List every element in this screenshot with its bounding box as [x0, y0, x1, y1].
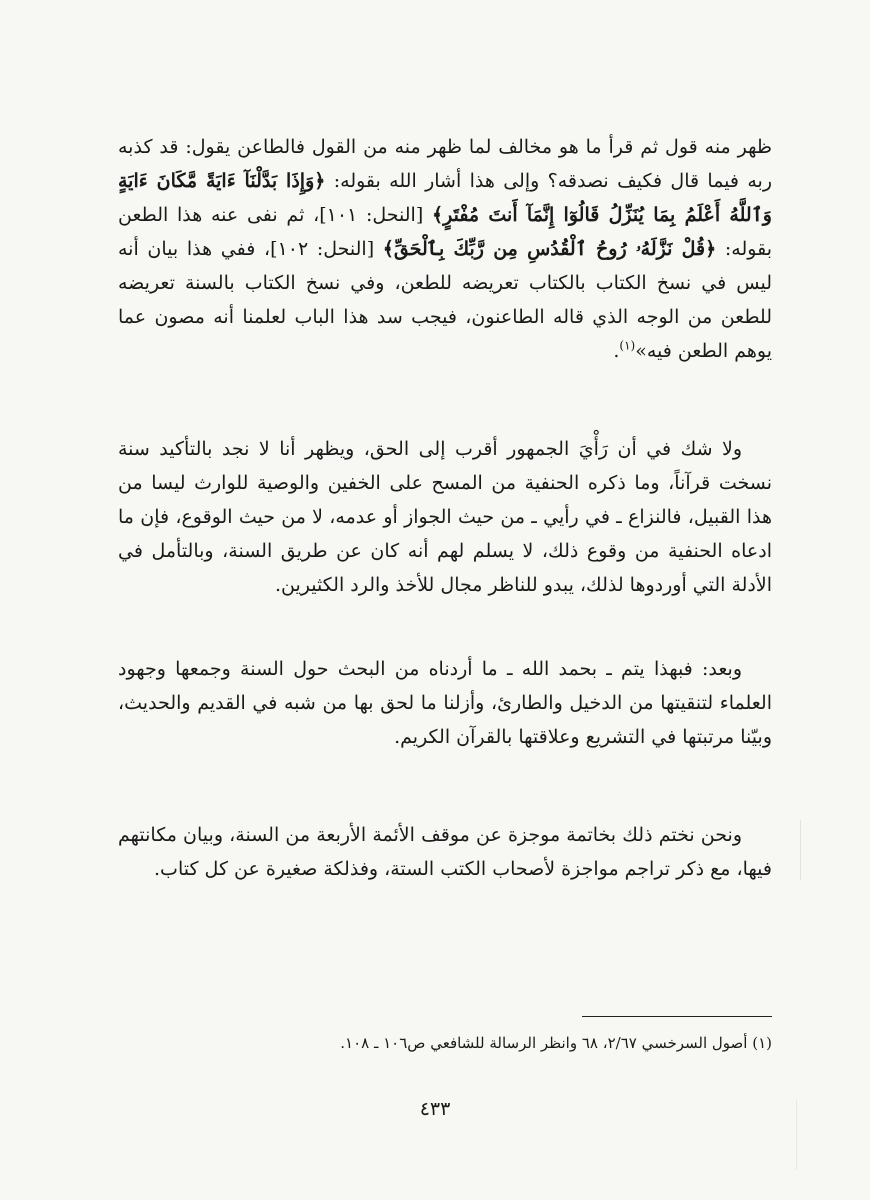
paragraph-1-end: .: [613, 340, 620, 362]
paragraph-1-text-a: ظهر منه قول ثم قرأ ما هو مخالف لما ظهر منه من القول فالطاعن يقول: قد كذبه ربه فيما قال فكيف نصدقه؟ وإلى هذا أشار الله بقوله:: [118, 136, 773, 192]
gutter-mark-bottom: [796, 1100, 797, 1170]
paragraph-2-text: ولا شك في أن رَأْيَ الجمهور أقرب إلى الحق، ويظهر أنا لا نجد بالتأكيد سنة نسخت قرآناً، وما ذكره الحنفية من المسح على الخفين والوصية للوارث ليسا من هذا القبيل، فالنزاع ـ في رأيي ـ من حيث الجواز أو عدمه، لا من حيث الوقوع، فإن ما ادعاه الحنفية من وقوع ذلك، لا يسلم لهم أنه كان عن طريق السنة، وبالتأمل في الأدلة التي أوردوها لذلك، يبدو للناظر مجال للأخذ والرد الكثيرين.: [118, 438, 772, 596]
page-number: ٤٣٣: [419, 1098, 451, 1120]
verse-reference-1: [النحل: ١٠١]، ثم نفى عنه هذا الطعن بقوله:: [118, 204, 772, 260]
quran-verse-2: ﴿قُلْ نَزَّلَهُۥ رُوحُ ٱلْقُدُسِ مِن رَّبِّكَ بِٱلْحَقِّ﴾: [382, 238, 717, 260]
footnote-marker[interactable]: (١): [619, 338, 636, 353]
gutter-mark: [800, 820, 801, 880]
quran-verse-1: ﴿وَإِذَا بَدَّلْنَآ ءَايَةً مَّكَانَ ءَايَةٍ وَٱللَّهُ أَعْلَمُ بِمَا يُنَزِّلُ قَالُوٓا إِنَّمَآ أَنتَ مُفْتَرٍ﴾: [118, 170, 772, 226]
paragraph-3-text: وبعد: فبهذا يتم ـ بحمد الله ـ ما أردناه من البحث حول السنة وجمعها وجهود العلماء لتنقيتها من الدخيل والطارئ، وأزلنا ما لحق بها من شبه في القديم والحديث، وبيّنا مرتبتها في التشريع وعلاقتها بالقرآن الكريم.: [118, 658, 772, 748]
paragraph-1: [118, 130, 772, 368]
paragraph-3: [118, 652, 772, 754]
footnote-divider: [582, 1016, 772, 1017]
paragraph-2: [118, 432, 772, 602]
paragraph-1-text-rest: [النحل: ١٠٢]، ففي هذا بيان أنه ليس في نسخ الكتاب بالكتاب تعريضه للطعن، وفي نسخ الكتاب بالسنة تعريضه للطعن من الوجه الذي قاله الطاعنون، فيجب سد هذا الباب لعلمنا أنه مصون عما يوهم الطعن فيه»: [118, 238, 772, 362]
footnote-text: (١) أصول السرخسي ٢/٦٧، ٦٨ وانظر الرسالة للشافعي ص١٠٦ ـ ١٠٨.: [340, 1034, 772, 1052]
paragraph-4: [118, 818, 772, 886]
footnote: [118, 1030, 772, 1056]
paragraph-4-text: ونحن نختم ذلك بخاتمة موجزة عن موقف الأئمة الأربعة من السنة، وبيان مكانتهم فيها، مع ذكر تراجم مواجزة لأصحاب الكتب الستة، وفذلكة صغيرة عن كل كتاب.: [118, 824, 772, 880]
